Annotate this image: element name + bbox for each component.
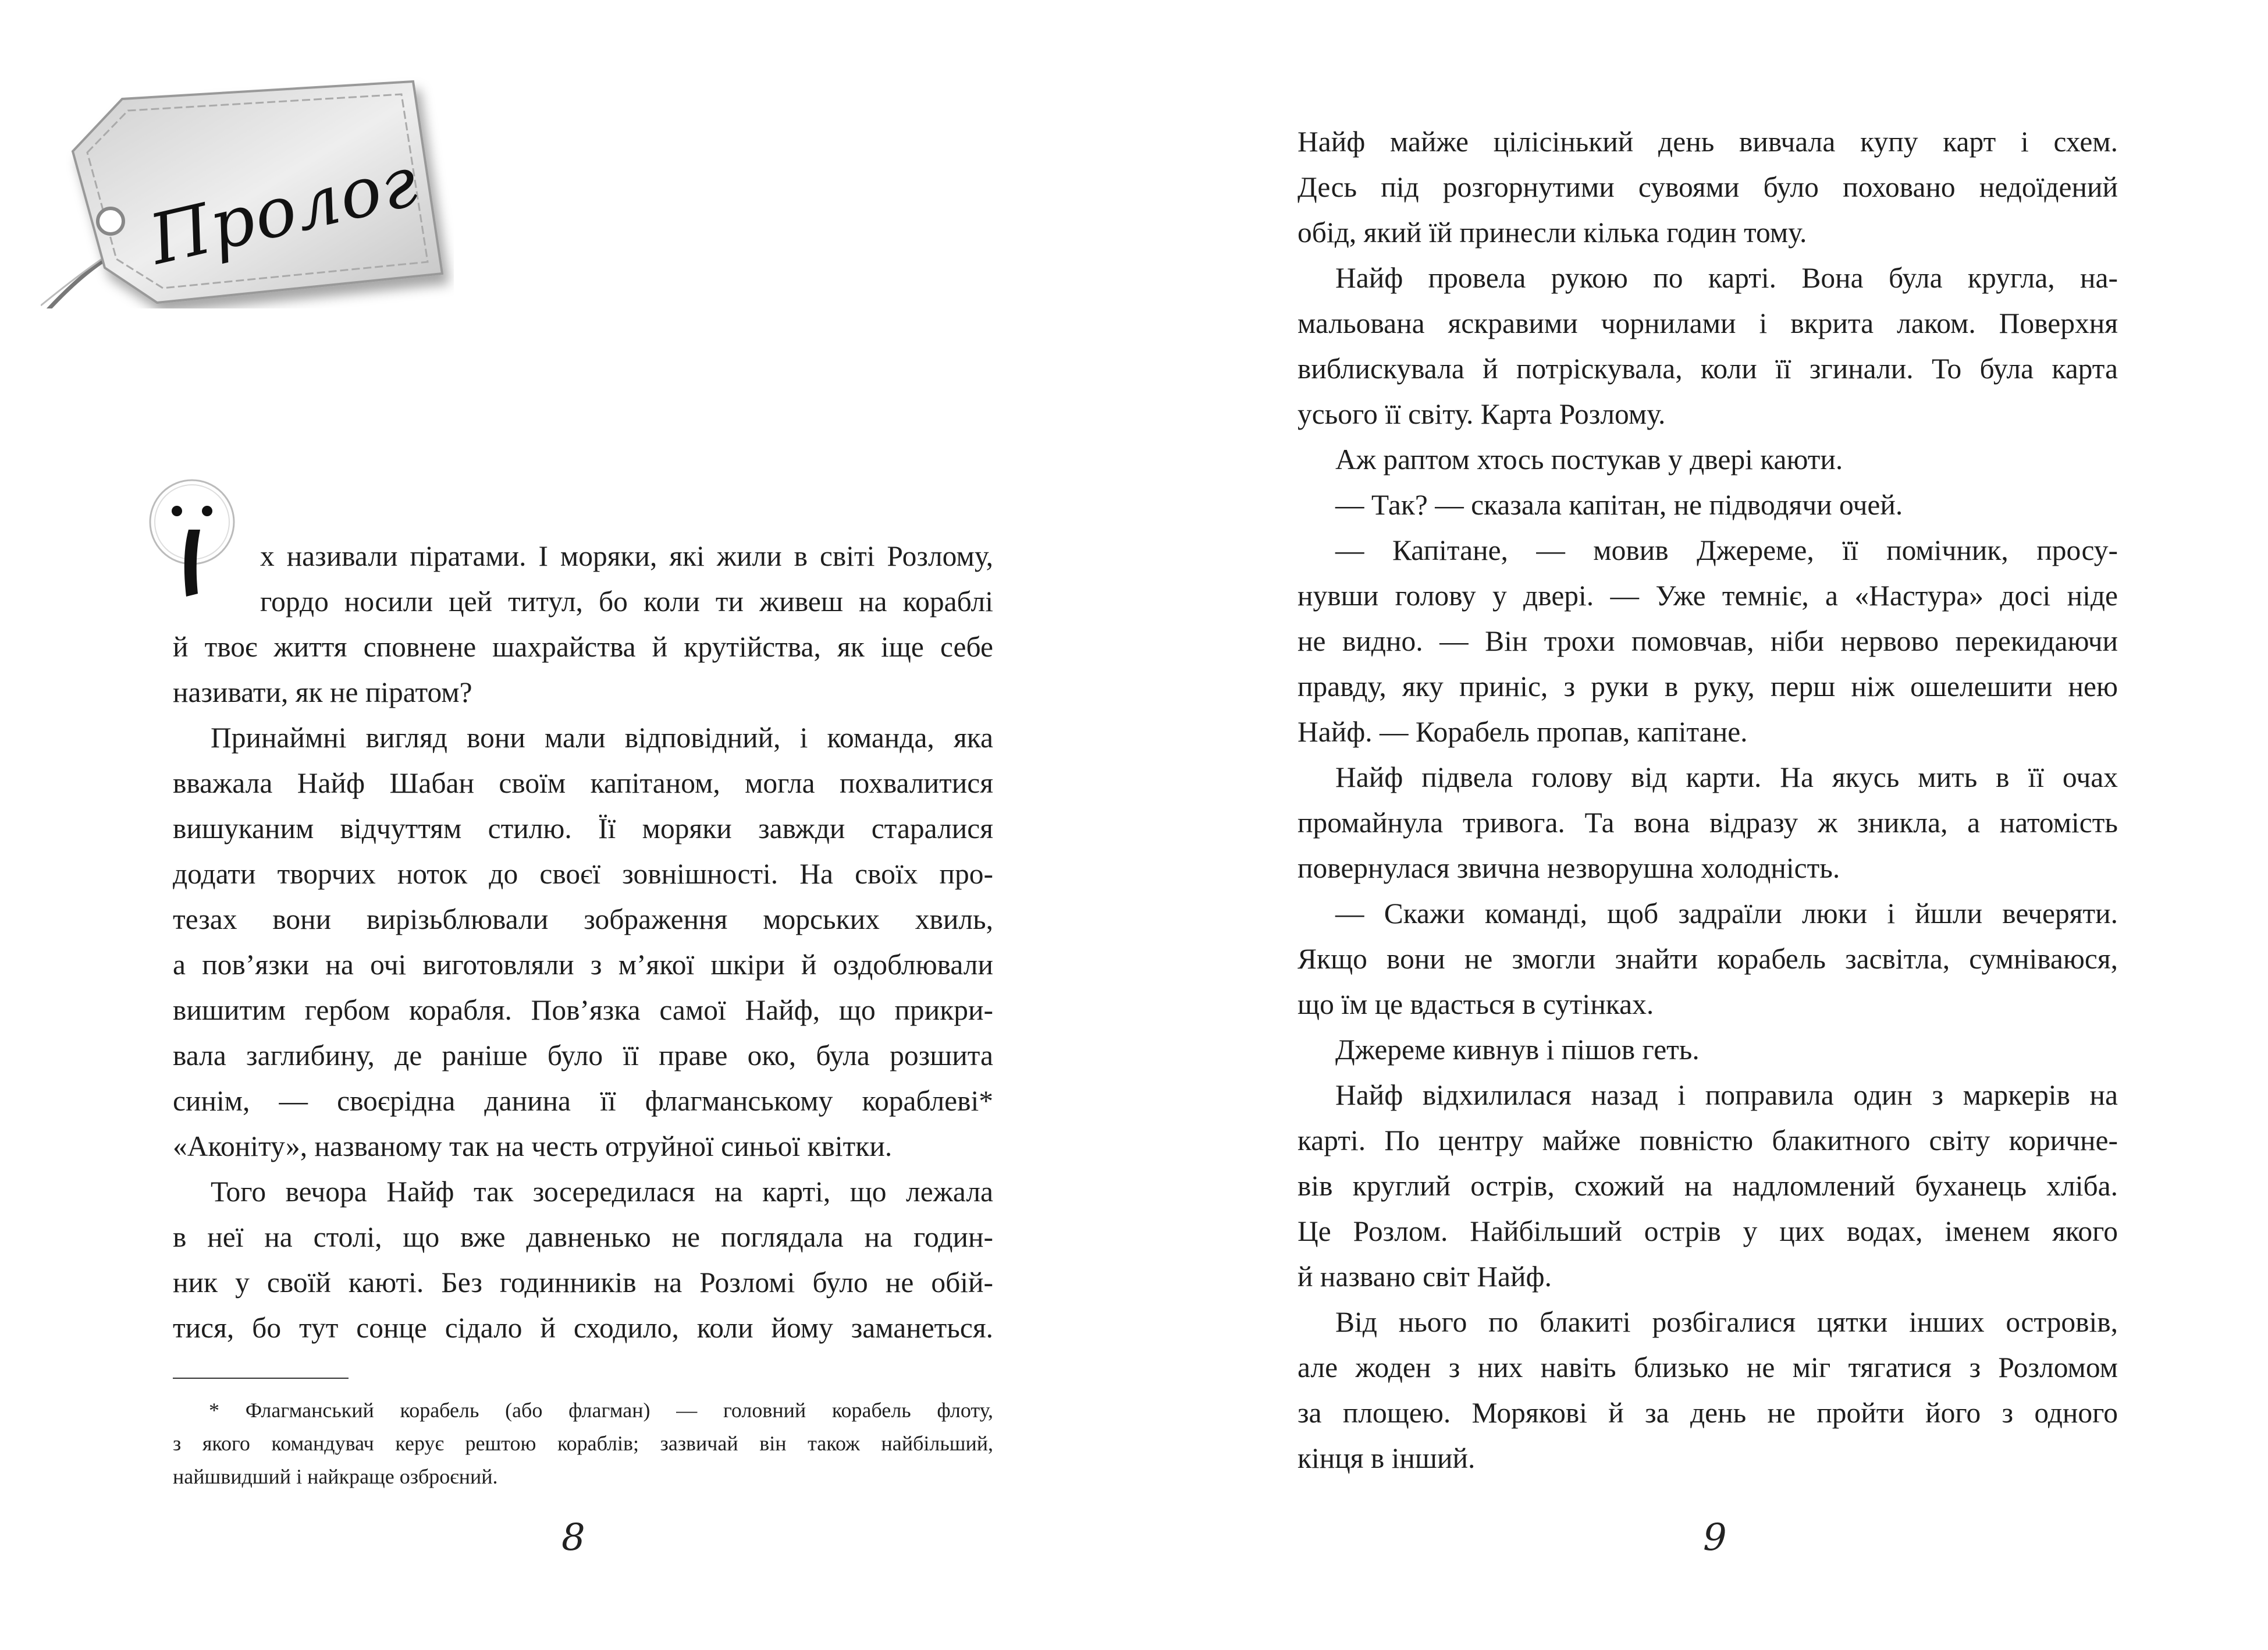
text-line: й названо світ Найф.: [1297, 1261, 1552, 1293]
text-line: кінця в інший.: [1297, 1442, 1476, 1474]
text-line: усього її світу. Карта Розлому.: [1297, 398, 1666, 430]
text-line: Принаймні вигляд вони мали відповідний, і команда, яка: [211, 722, 993, 754]
chapter-title: Пролог: [142, 140, 425, 281]
text-line: називати, як не піратом?: [173, 676, 472, 708]
prologue-tag: [41, 76, 454, 308]
text-line: вала заглибину, де раніше було її праве око, була розшита: [173, 1039, 993, 1071]
text-line: додати творчих ноток до своєї зовнішності. На своїх про-: [173, 858, 993, 890]
text-line: що їм це вдасться в сутінках.: [1297, 988, 1654, 1020]
footnote-rule: [173, 1378, 349, 1379]
text-line: Того вечора Найф так зосередилася на карті, що лежала: [211, 1176, 993, 1208]
text-line: вишуканим відчуттям стилю. Її моряки завжди старалися: [173, 812, 993, 844]
text-line: — Капітане, — мовив Джереме, її помічник, просу-: [1335, 534, 2118, 566]
text-line: в неї на столі, що вже давненько не поглядала на годин-: [173, 1221, 993, 1253]
text-line: промайнула тривога. Та вона відразу ж зникла, а натомість: [1297, 807, 2118, 839]
page-number-right: 9: [1703, 1516, 1727, 1559]
text-line: тезах вони вирізьблювали зображення морських хвиль,: [173, 903, 993, 935]
text-line: правду, яку приніс, з руки в руку, перш ніж ошелешити нею: [1297, 670, 2118, 702]
text-line: Якщо вони не змогли знайти корабель засвітла, сумніваюся,: [1297, 943, 2118, 975]
text-line: виблискувала й потріскувала, коли її згинали. То була карта: [1297, 353, 2118, 385]
text-line: за площею. Морякові й за день не пройти його з одного: [1297, 1397, 2118, 1429]
text-line: Найф провела рукою по карті. Вона була кругла, на-: [1335, 262, 2118, 294]
right-page: [1134, 0, 2268, 1650]
text-line: х називали піратами. І моряки, які жили в світі Розлому,: [260, 540, 993, 572]
text-line: повернулася звична незворушна холодність.: [1297, 852, 1840, 884]
paragraphs-left: [173, 534, 993, 1351]
text-line: не видно. — Він трохи помовчав, ніби нервово перекидаючи: [1297, 625, 2118, 657]
text-line: й твоє життя сповнене шахрайства й крутійства, як іще себе: [173, 631, 993, 663]
text-line: Найф майже цілісінький день вивчала купу карт і схем.: [1297, 126, 2118, 158]
text-line: а пов’язки на очі виготовляли з м’якої шкіри й оздоблювали: [173, 949, 993, 981]
text-line: тися, бо тут сонце сідало й сходило, коли йому заманеться.: [173, 1312, 993, 1344]
text-line: карті. По центру майже повністю блакитного світу коричне-: [1297, 1124, 2118, 1156]
text-line: «Аконіту», названому так на честь отруйної синьої квітки.: [173, 1130, 893, 1162]
text-line: Від нього по блакиті розбігалися цятки інших островів,: [1335, 1306, 2118, 1338]
paragraphs-right: [1297, 119, 2118, 1481]
text-line: вишитим гербом корабля. Пов’язка самої Найф, що прикри-: [173, 994, 993, 1026]
footnote-line: найшвидший і найкраще озброєний.: [173, 1465, 498, 1488]
text-line: Найф відхилилася назад і поправила один з маркерів на: [1335, 1079, 2118, 1111]
text-line: гордо носили цей титул, бо коли ти живеш на кораблі: [260, 586, 993, 618]
text-line: синім, — своєрідна данина її флагманському кораблеві*: [173, 1085, 993, 1117]
text-line: Найф підвела голову від карти. На якусь мить в її очах: [1335, 761, 2118, 793]
footnote-line: з якого командувач керує рештою кораблів; зазвичай він також найбільший,: [173, 1432, 993, 1455]
text-line: але жоден з них навіть близько не міг тягатися з Розломом: [1297, 1351, 2118, 1383]
text-line: ник у своїй каюті. Без годинників на Розломі було не обій-: [173, 1266, 993, 1298]
footnote: [173, 1394, 993, 1493]
text-line: — Скажи команді, щоб задраїли люки і йшли вечеряти.: [1335, 897, 2118, 929]
text-line: нувши голову у двері. — Уже темніє, а «Настура» досі ніде: [1297, 580, 2118, 612]
text-line: мальована яскравими чорнилами і вкрита лаком. Поверхня: [1297, 307, 2118, 339]
text-line: вважала Найф Шабан своїм капітаном, могла похвалитися: [173, 767, 993, 799]
text-line: Десь під розгорнутими сувоями було поховано недоїдений: [1297, 171, 2118, 203]
footnote-line: * Флагманський корабель (або флагман) — головний корабель флоту,: [209, 1399, 993, 1422]
page-number-left: 8: [561, 1516, 585, 1559]
text-line: — Так? — сказала капітан, не підводячи очей.: [1335, 489, 1903, 521]
text-line: вів круглий острів, схожий на надломлений буханець хліба.: [1297, 1170, 2118, 1202]
text-line: Аж раптом хтось постукав у двері каюти.: [1335, 443, 1843, 476]
text-line: Це Розлом. Найбільший острів у цих водах, іменем якого: [1297, 1215, 2118, 1247]
text-line: Джереме кивнув і пішов геть.: [1335, 1034, 1700, 1066]
text-line: обід, який їй принесли кілька годин тому.: [1297, 217, 1807, 249]
text-line: Найф. — Корабель пропав, капітане.: [1297, 716, 1748, 748]
